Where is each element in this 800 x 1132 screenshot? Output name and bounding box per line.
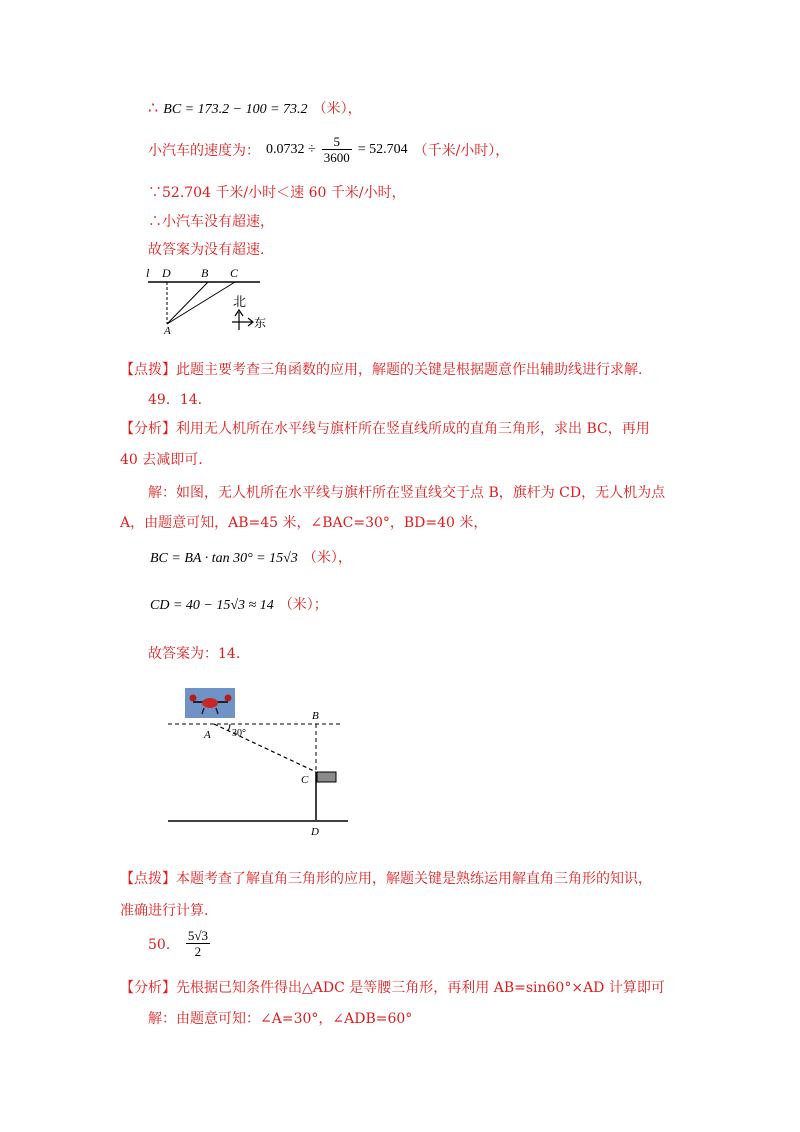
- unit-meter: （米），: [312, 101, 362, 117]
- q50-fraction: [186, 928, 210, 959]
- fraction-denominator: 3600: [323, 150, 350, 165]
- label-angle-30: 30°: [232, 728, 246, 739]
- dianbo-48: 【点拨】此题主要考查三角函数的应用，解题的关键是根据题意作出辅助线进行求解.: [120, 362, 643, 378]
- eq1-unit: （米），: [302, 550, 352, 566]
- label-a: A: [164, 325, 171, 336]
- equation-bc: [150, 547, 352, 567]
- eq2-unit: （米）；: [278, 597, 328, 613]
- flag-icon: [317, 772, 336, 782]
- angle-arc: [228, 724, 230, 731]
- jie-50: 解：由题意可知：∠A=30°，∠ADB=60°: [148, 1011, 413, 1027]
- question-49-answer: 49．14．: [148, 392, 212, 408]
- car-speed-label: 小汽车的速度为：: [148, 142, 260, 159]
- line-bc-result: ∴ BC = 173.2 − 100 = 73.2 （米），: [148, 98, 362, 117]
- q50-denominator: 2: [194, 944, 202, 959]
- speed-fraction: [322, 134, 352, 165]
- line-answer-48: 故答案为没有超速.: [148, 242, 265, 258]
- label-c: C: [230, 266, 239, 280]
- bc-equation: BC = 173.2 − 100 = 73.2: [163, 102, 308, 117]
- label-a: A: [204, 729, 211, 741]
- figure-road-diagram: [140, 262, 280, 336]
- fenxi-49-b: 40 去减即可.: [120, 452, 203, 468]
- line-car-speed: [148, 134, 509, 165]
- label-east: 东: [254, 316, 267, 330]
- speed-eq-a: 0.0732 ÷: [266, 141, 316, 157]
- label-d: D: [162, 266, 171, 280]
- bc-tan-equation: BC = BA · tan 30° = 15√3: [150, 551, 298, 566]
- q50-label: 50．: [148, 936, 180, 953]
- figure-drone-flagpole: [160, 686, 360, 836]
- dianbo-49-b: 准确进行计算.: [120, 903, 209, 919]
- q50-numerator: 5√3: [187, 928, 208, 943]
- fenxi-50: 【分析】先根据已知条件得出△ADC 是等腰三角形，再利用 AB=sin60°×AD 计算即可: [120, 980, 665, 996]
- line-not-speeding: ∴小汽车没有超速，: [148, 214, 274, 230]
- label-c: C: [301, 774, 309, 786]
- unit-kmh: （千米/小时），: [413, 142, 510, 159]
- label-d: D: [311, 826, 319, 836]
- label-north: 北: [233, 294, 247, 309]
- dianbo-49-a: 【点拨】本题考查了解直角三角形的应用，解题关键是熟练运用解直角三角形的知识，: [120, 871, 652, 887]
- label-b: B: [312, 710, 319, 722]
- jie-49-a: 解：如图，无人机所在水平线与旗杆所在竖直线交于点 B，旗杆为 CD，无人机为点: [148, 485, 666, 501]
- segment-ac: [167, 282, 235, 324]
- fraction-numerator: 5: [322, 134, 352, 150]
- label-b: B: [201, 266, 209, 280]
- answer-49: 故答案为：14.: [148, 646, 241, 662]
- dashed-line-ac: [214, 724, 316, 772]
- speed-eq-b: = 52.704: [357, 141, 408, 157]
- cd-equation: CD = 40 − 15√3 ≈ 14: [150, 598, 274, 613]
- label-l: l: [146, 266, 150, 280]
- jie-49-b: A，由题意可知，AB=45 米，∠BAC=30°，BD=40 米，: [120, 515, 488, 531]
- fenxi-49-a: 【分析】利用无人机所在水平线与旗杆所在竖直线所成的直角三角形，求出 BC，再用: [120, 421, 650, 437]
- equation-cd: [150, 594, 328, 614]
- line-speed-compare: ∵52.704 千米/小时＜速 60 千米/小时，: [148, 185, 406, 201]
- question-50-answer: [148, 928, 210, 959]
